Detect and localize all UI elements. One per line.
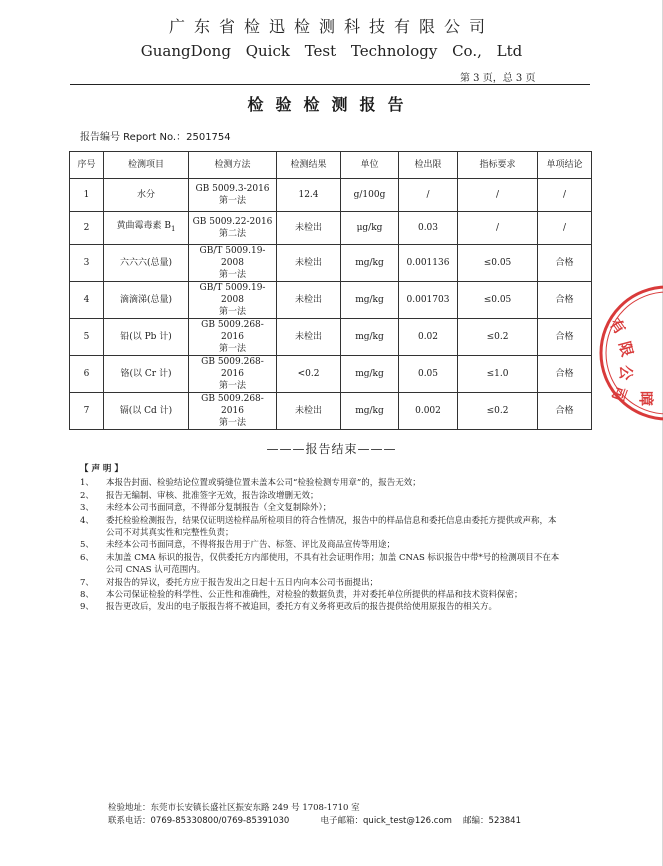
table-header-row — [70, 152, 592, 179]
col-header-method: 检测方法 — [189, 152, 277, 179]
table-row — [70, 392, 592, 429]
cell-result: <0.2 — [277, 355, 341, 392]
cell-item — [104, 281, 189, 318]
cell-method-variant: 第一法 — [218, 269, 246, 280]
cell-method-standard: GB 5009.268-2016 — [201, 356, 264, 379]
statement-item-text: 未加盖 CMA 标识的报告，仅供委托方内部使用，不具有社会证明作用；加盖 CNAS 标识报告中带*号的检测项目不在本公司 CNAS 认可范围内。 — [106, 552, 560, 576]
cell-result: 未检出 — [277, 244, 341, 281]
table-row — [70, 281, 592, 318]
cell-no: 6 — [70, 355, 104, 392]
cell-item — [104, 244, 189, 281]
cell-method — [189, 179, 277, 212]
cell-requirement: ≤0.2 — [458, 392, 538, 429]
cell-item — [104, 211, 189, 244]
cell-item — [104, 392, 189, 429]
footer-phone: 0769-85330800/0769-85391030 — [150, 816, 290, 826]
col-header-lod: 检出限 — [399, 152, 458, 179]
cell-method-standard: GB 5009.22-2016 — [192, 216, 273, 227]
cell-lod: 0.002 — [399, 392, 458, 429]
cell-conclusion: / — [538, 211, 592, 244]
cell-unit: g/100g — [341, 179, 399, 212]
cell-item-text: 水分 — [136, 189, 155, 200]
cell-result: 未检出 — [277, 211, 341, 244]
col-header-item: 检测项目 — [104, 152, 189, 179]
cell-method — [189, 244, 277, 281]
table-row — [70, 355, 592, 392]
cell-lod: 0.05 — [399, 355, 458, 392]
statement-item — [80, 539, 560, 551]
statement-item — [80, 490, 560, 502]
statement-item — [80, 577, 560, 589]
statement-item — [80, 477, 560, 489]
footer — [108, 802, 521, 828]
statement-item-text: 未经本公司书面同意，不得部分复制报告（全文复制除外）； — [106, 503, 332, 514]
col-header-no: 序号 — [70, 152, 104, 179]
cell-item-text: 滴滴涕(总量) — [119, 294, 173, 305]
footer-email: quick_test@126.com — [363, 816, 452, 826]
cell-method-standard: GB 5009.268-2016 — [201, 319, 264, 342]
seal-text-char: 限 — [615, 339, 637, 359]
page-indicator: 第 3 页，总 3 页 — [460, 73, 536, 84]
cell-method-variant: 第一法 — [218, 343, 246, 354]
cell-no: 2 — [70, 211, 104, 244]
cell-conclusion: 合格 — [538, 244, 592, 281]
cell-conclusion: 合格 — [538, 355, 592, 392]
statement-item — [80, 502, 560, 514]
cell-requirement: ≤1.0 — [458, 355, 538, 392]
cell-unit: mg/kg — [341, 355, 399, 392]
cell-unit: mg/kg — [341, 281, 399, 318]
statement-section — [80, 463, 560, 614]
cell-method — [189, 318, 277, 355]
footer-postcode-label: 邮编： — [463, 816, 489, 826]
company-name-en: GuangDong Quick Test Technology Co., Ltd — [140, 42, 523, 60]
cell-result: 未检出 — [277, 318, 341, 355]
col-header-unit: 单位 — [341, 152, 399, 179]
statement-item-number: 2、 — [80, 490, 94, 501]
table-row — [70, 318, 592, 355]
statement-item-text: 本公司保证检验的科学性、公正性和准确性，对检验的数据负责，并对委托单位所提供的样品和技术资料保密； — [106, 590, 523, 601]
statement-item — [80, 601, 560, 613]
cell-method-variant: 第一法 — [218, 306, 246, 317]
cell-item-text: 镉(以 Cd 计) — [119, 405, 173, 416]
statement-item-number: 3、 — [80, 503, 94, 514]
cell-requirement: ≤0.05 — [458, 244, 538, 281]
cell-unit: mg/kg — [341, 392, 399, 429]
report-end-marker: ———报告结束——— — [266, 442, 397, 456]
cell-item — [104, 318, 189, 355]
statement-item-text: 委托检验检测报告，结果仅证明送检样品所检项目的符合性情况，报告中的样品信息和委托信息由委托方提供或声称，本公司不对其真实性和完整性负责； — [106, 515, 557, 539]
statement-item-number: 7、 — [80, 577, 94, 588]
statement-item-text: 对报告的异议，委托方应于报告发出之日起十五日内向本公司书面提出； — [106, 577, 379, 588]
cell-method-variant: 第一法 — [218, 380, 246, 391]
statement-item — [80, 552, 560, 577]
table-row — [70, 244, 592, 281]
cell-lod: 0.001136 — [399, 244, 458, 281]
statement-item-number: 8、 — [80, 590, 94, 601]
statement-heading: 【 声 明 】 — [80, 464, 123, 474]
cell-method-variant: 第二法 — [218, 228, 246, 239]
cell-method — [189, 392, 277, 429]
statement-item-text: 报告无编制、审核、批准签字无效，报告涂改增删无效； — [106, 490, 319, 501]
cell-unit: μg/kg — [341, 211, 399, 244]
footer-phone-label: 联系电话： — [108, 816, 151, 826]
cell-requirement: / — [458, 179, 538, 212]
footer-contact-row — [108, 815, 521, 828]
cell-no: 3 — [70, 244, 104, 281]
company-name-cn: 广东省检迅检测科技有限公司 — [168, 17, 494, 36]
seal-text-char: 公 — [616, 364, 635, 381]
footer-email-label: 电子邮箱： — [320, 816, 364, 826]
cell-unit: mg/kg — [341, 318, 399, 355]
cell-method-standard: GB/T 5009.19-2008 — [199, 282, 266, 305]
table-row — [70, 211, 592, 244]
cell-requirement: / — [458, 211, 538, 244]
statement-item-number: 9、 — [80, 602, 94, 613]
seal-text-char: 司 — [608, 383, 631, 404]
cell-method-variant: 第一法 — [218, 417, 246, 428]
cell-lod: 0.03 — [399, 211, 458, 244]
cell-requirement: ≤0.2 — [458, 318, 538, 355]
cell-item — [104, 179, 189, 212]
cell-result: 未检出 — [277, 392, 341, 429]
cell-lod: / — [399, 179, 458, 212]
statement-item-number: 1、 — [80, 478, 94, 489]
cell-method-standard: GB 5009.268-2016 — [201, 393, 264, 416]
statement-item-number: 4、 — [80, 515, 94, 526]
table-row — [70, 179, 592, 212]
cell-no: 4 — [70, 281, 104, 318]
statement-item-number: 6、 — [80, 552, 94, 563]
cell-conclusion: / — [538, 179, 592, 212]
statement-item — [80, 515, 560, 540]
company-seal — [597, 283, 663, 423]
cell-method — [189, 355, 277, 392]
cell-method — [189, 211, 277, 244]
col-header-result: 检测结果 — [277, 152, 341, 179]
seal-extra-char: 暲 — [637, 391, 655, 407]
cell-result: 未检出 — [277, 281, 341, 318]
statement-item — [80, 589, 560, 601]
col-header-conclusion: 单项结论 — [538, 152, 592, 179]
statement-item-text: 未经本公司书面同意，不得将报告用于广告、标签、评比及商品宣传等用途； — [106, 540, 396, 551]
seal-stamp-graphic — [597, 283, 663, 423]
cell-lod: 0.001703 — [399, 281, 458, 318]
cell-item — [104, 355, 189, 392]
cell-conclusion: 合格 — [538, 392, 592, 429]
header-divider — [70, 84, 590, 85]
cell-result: 12.4 — [277, 179, 341, 212]
cell-item-text: 黄曲霉毒素 B — [116, 221, 171, 232]
statement-item-number: 5、 — [80, 540, 94, 551]
cell-no: 1 — [70, 179, 104, 212]
cell-method — [189, 281, 277, 318]
cell-method-variant: 第一法 — [218, 195, 246, 206]
cell-method-standard: GB/T 5009.19-2008 — [199, 245, 266, 268]
cell-item-text: 六六六(总量) — [119, 257, 173, 268]
cell-no: 7 — [70, 392, 104, 429]
cell-item-subscript: 1 — [171, 225, 176, 234]
report-number: 报告编号 Report No.：2501754 — [80, 132, 231, 143]
cell-requirement: ≤0.05 — [458, 281, 538, 318]
statement-item-text: 报告更改后，发出的电子版报告将不被追回，委托方有义务将更改后的报告提供给使用原报告的相关方。 — [106, 602, 498, 613]
cell-unit: mg/kg — [341, 244, 399, 281]
cell-conclusion: 合格 — [538, 318, 592, 355]
footer-postcode: 523841 — [488, 816, 521, 826]
results-table — [69, 151, 592, 430]
cell-no: 5 — [70, 318, 104, 355]
seal-text-char: 有 — [605, 314, 630, 338]
footer-address: 检验地址：东莞市长安镇长盛社区振安东路 249 号 1708-1710 室 — [108, 803, 360, 813]
report-title: 检验检测报告 — [247, 95, 416, 114]
cell-method-standard: GB 5009.3-2016 — [195, 183, 270, 194]
cell-lod: 0.02 — [399, 318, 458, 355]
statement-item-text: 本报告封面、检验结论位置或骑缝位置未盖本公司“检验检测专用章”的，报告无效； — [106, 478, 421, 489]
cell-item-text: 铅(以 Pb 计) — [120, 331, 172, 342]
col-header-requirement: 指标要求 — [458, 152, 538, 179]
cell-item-text: 铬(以 Cr 计) — [120, 368, 172, 379]
cell-conclusion: 合格 — [538, 281, 592, 318]
